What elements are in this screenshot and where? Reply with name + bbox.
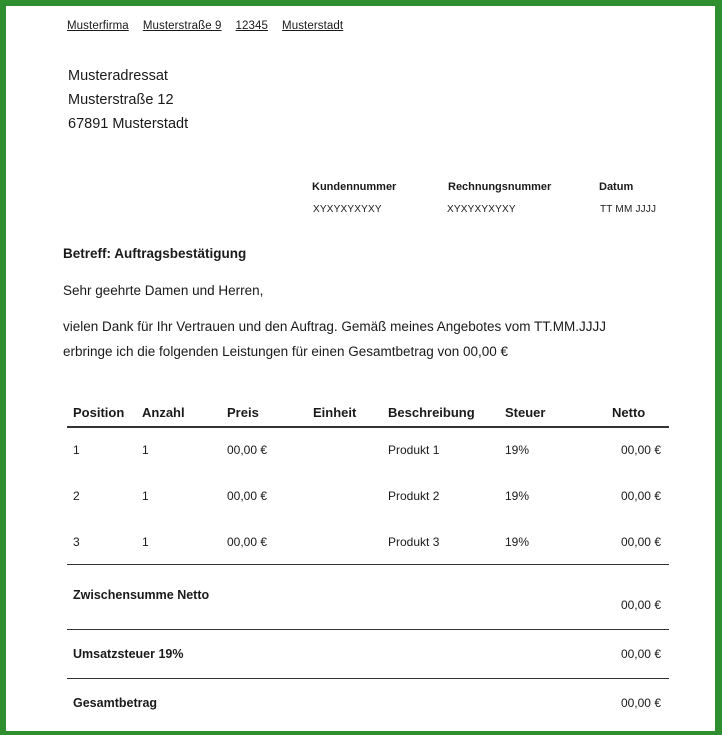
row3-preis: 00,00 €: [227, 535, 268, 549]
invoice-number-value: XYXYXYXYXY: [447, 204, 516, 215]
customer-number-value: XYXYXYXYXY: [313, 204, 382, 215]
date-label: Datum: [599, 181, 634, 193]
sender-street: Musterstraße 9: [142, 20, 222, 32]
subtotal-rule: [67, 629, 669, 630]
header-preis: Preis: [227, 405, 259, 420]
row3-anzahl: 1: [142, 535, 149, 549]
row2-preis: 00,00 €: [227, 489, 268, 503]
row1-anzahl: 1: [142, 443, 149, 457]
header-steuer: Steuer: [505, 405, 546, 420]
recipient-city: 67891 Musterstadt: [68, 116, 189, 132]
row3-netto: 00,00 €: [620, 535, 661, 549]
body-line-2: erbringe ich die folgenden Leistungen für einen Gesamtbetrag von 00,00 €: [63, 344, 509, 359]
row2-steuer: 19%: [505, 489, 530, 503]
header-einheit: Einheit: [313, 405, 357, 420]
header-beschreibung: Beschreibung: [388, 405, 475, 420]
date-value: TT MM JJJJ: [600, 204, 657, 215]
subtotal-label: Zwischensumme Netto: [73, 588, 210, 602]
sender-company: Musterfirma: [67, 20, 129, 32]
vat-value: 00,00 €: [620, 647, 661, 661]
salutation: Sehr geehrte Damen und Herren,: [63, 283, 264, 298]
row1-position: 1: [73, 443, 80, 457]
body-line-1: vielen Dank für Ihr Vertrauen und den Auftrag. Gemäß meines Angebotes vom TT.MM.JJJJ: [63, 319, 607, 334]
row2-position: 2: [73, 489, 80, 503]
subtotal-value: 00,00 €: [620, 598, 661, 612]
row2-netto: 00,00 €: [620, 489, 661, 503]
row2-beschreibung: Produkt 2: [388, 489, 440, 503]
row1-preis: 00,00 €: [227, 443, 268, 457]
vat-rule: [67, 678, 669, 679]
row1-netto: 00,00 €: [620, 443, 661, 457]
row3-steuer: 19%: [505, 535, 530, 549]
recipient-name: Musteradressat: [68, 68, 168, 84]
row3-position: 3: [73, 535, 80, 549]
header-anzahl: Anzahl: [142, 405, 185, 420]
total-label: Gesamtbetrag: [73, 696, 158, 710]
customer-number-label: Kundennummer: [312, 181, 397, 193]
row2-anzahl: 1: [142, 489, 149, 503]
header-rule: [67, 426, 669, 428]
subject-line: Betreff: Auftragsbestätigung: [63, 246, 247, 261]
invoice-number-label: Rechnungsnummer: [448, 181, 552, 193]
table-bottom-rule: [67, 564, 669, 565]
sender-zip: 12345: [235, 20, 269, 32]
vat-label: Umsatzsteuer 19%: [73, 647, 184, 661]
sender-city: Musterstadt: [282, 20, 344, 32]
total-value: 00,00 €: [620, 696, 661, 710]
sender-line: [67, 20, 343, 32]
row1-steuer: 19%: [505, 443, 530, 457]
row3-beschreibung: Produkt 3: [388, 535, 440, 549]
header-netto: Netto: [612, 405, 646, 420]
header-position: Position: [73, 405, 125, 420]
recipient-street: Musterstraße 12: [68, 92, 174, 108]
row1-beschreibung: Produkt 1: [388, 443, 440, 457]
